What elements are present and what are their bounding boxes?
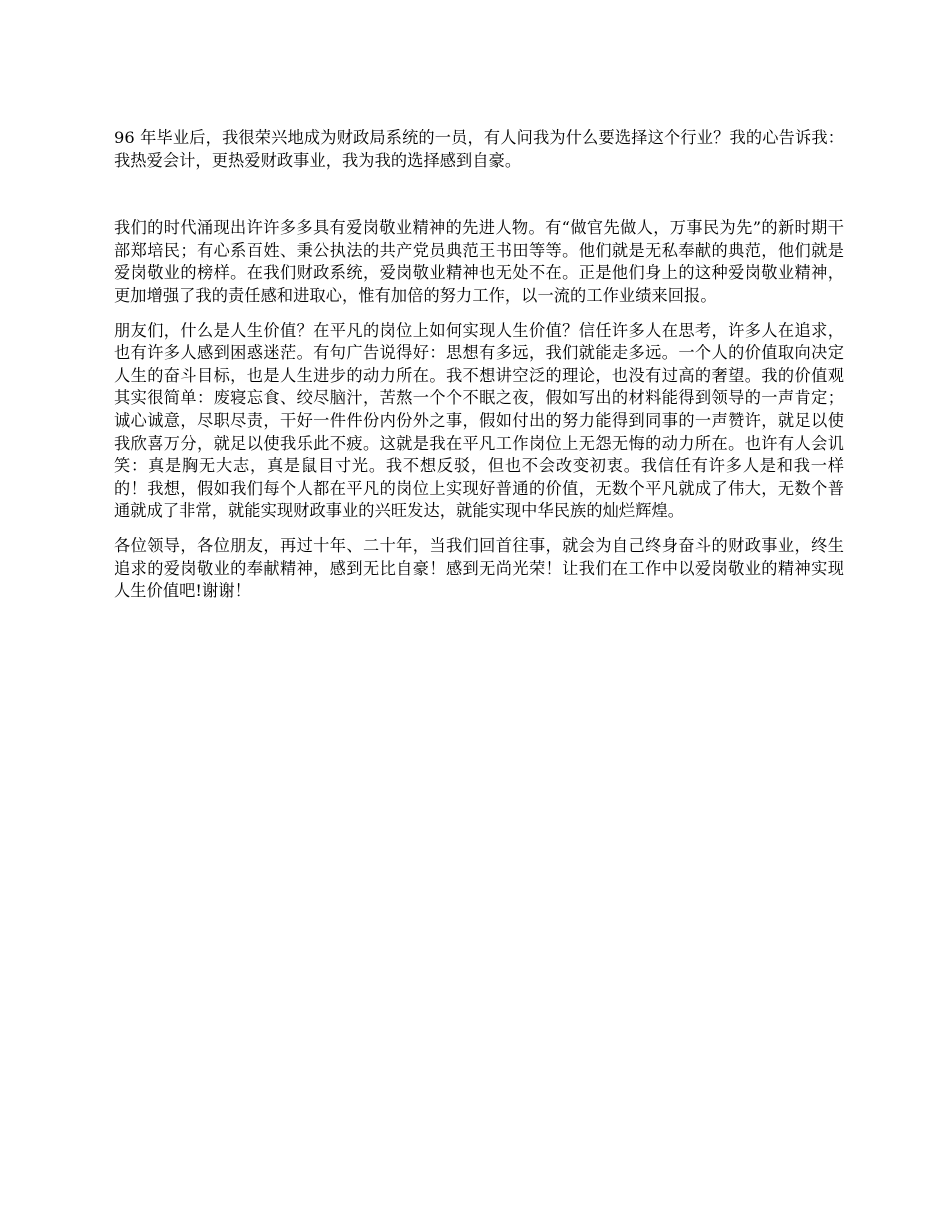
paragraph-4: 各位领导，各位朋友，再过十年、二十年，当我们回首往事，就会为自己终身奋斗的财政事业，终生追求的爱岗敬业的奉献精神，感到无比自豪！感到无尚光荣！让我们在工作中以爱岗敬业的精神实现人生价值吧!谢谢！ (114, 535, 844, 601)
paragraph-3: 朋友们，什么是人生价值？在平凡的岗位上如何实现人生价值？信任许多人在思考，许多人在追求，也有许多人感到困惑迷茫。有句广告说得好：思想有多远，我们就能走多远。一个人的价值取向决定人生的奋斗目标，也是人生进步的动力所在。我不想讲空泛的理论，也没有过高的奢望。我的价值观其实很简单：废寝忘食、绞尽脑汁，苦熬一个个不眠之夜，假如写出的材料能得到领导的一声肯定；诚心诚意，尽职尽责，干好一件件份内份外之事，假如付出的努力能得到同事的一声赞许，就足以使我欣喜万分，就足以使我乐此不疲。这就是我在平凡工作岗位上无怨无悔的动力所在。也许有人会讥笑：真是胸无大志，真是鼠目寸光。我不想反驳，但也不会改变初衷。我信任有许多人是和我一样的！我想，假如我们每个人都在平凡的岗位上实现好普通的价值，无数个平凡就成了伟大，无数个普通就成了非常，就能实现财政事业的兴旺发达，就能实现中华民族的灿烂辉煌。 (114, 320, 844, 521)
paragraph-1: 96 年毕业后，我很荣兴地成为财政局系统的一员，有人问我为什么要选择这个行业？我的心告诉我：我热爱会计，更热爱财政事业，我为我的选择感到自豪。 (114, 128, 844, 170)
paragraph-spacer (114, 523, 844, 535)
paragraph-spacer (114, 308, 844, 320)
paragraph-spacer (114, 172, 844, 217)
paragraph-2: 我们的时代涌现出许许多多具有爱岗敬业精神的先进人物。有“做官先做人，万事民为先”的新时期干部郑培民；有心系百姓、秉公执法的共产党员典范王书田等等。他们就是无私奉献的典范，他们就是爱岗敬业的榜样。在我们财政系统，爱岗敬业精神也无处不在。正是他们身上的这种爱岗敬业精神，更加增强了我的责任感和进取心，惟有加倍的努力工作，以一流的工作业绩来回报。 (114, 218, 844, 305)
document-page (114, 127, 844, 603)
